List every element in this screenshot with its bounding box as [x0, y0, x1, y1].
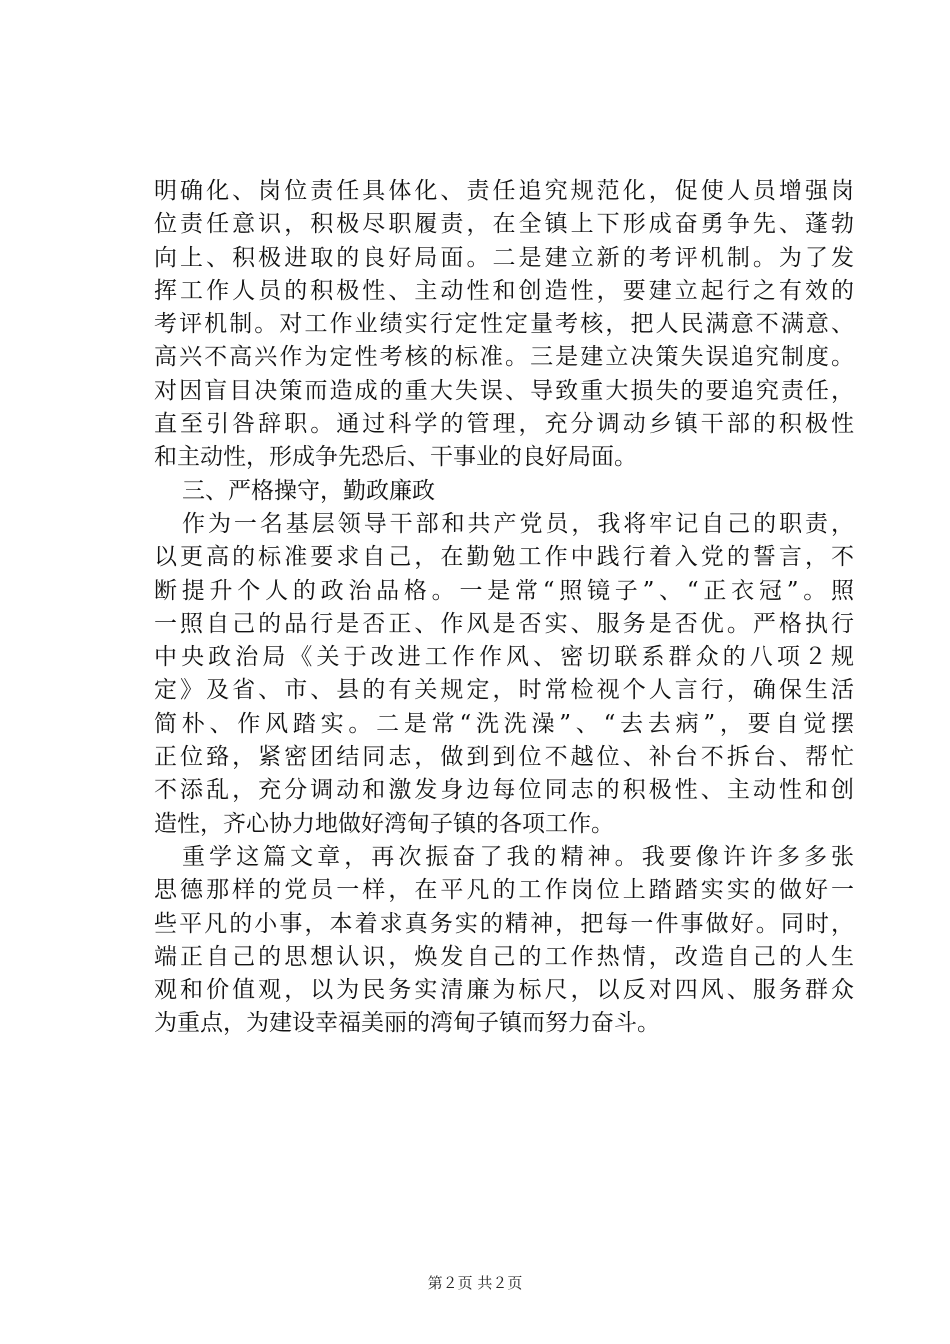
- text-line: 作为一名基层领导干部和共产党员，我将牢记自己的职责，: [182, 510, 854, 537]
- text-line: 挥工作人员的积极性、主动性和创造性，要建立起行之有效的: [154, 277, 854, 304]
- text-line: 不添乱，充分调动和激发身边每位同志的积极性、主动性和创: [154, 777, 854, 804]
- document-body: [154, 175, 854, 1041]
- text-line: 向上、积极进取的良好局面。二是建立新的考评机制。为了发: [154, 244, 854, 271]
- text-line: 些平凡的小事，本着求真务实的精神，把每一件事做好。同时，: [154, 910, 854, 937]
- text-line: 定》及省、市、县的有关规定，时常检视个人言行，确保生活: [154, 677, 854, 704]
- text-line: 观和价值观，以为民务实清廉为标尺，以反对四风、服务群众: [154, 977, 854, 1004]
- section-heading: 三、严格操守，勤政廉政: [182, 477, 435, 504]
- text-line: 对因盲目决策而造成的重大失误、导致重大损失的要追究责任，: [154, 377, 854, 404]
- text-line: 以更高的标准要求自己，在勤勉工作中践行着入党的誓言，不: [154, 544, 854, 571]
- text-line: 中央政治局《关于改进工作作风、密切联系群众的八项２规: [154, 644, 854, 671]
- text-line: 和主动性，形成争先恐后、干事业的良好局面。: [154, 444, 637, 471]
- text-line: 造性，齐心协力地做好湾甸子镇的各项工作。: [154, 810, 614, 837]
- text-line: 思德那样的党员一样，在平凡的工作岗位上踏踏实实的做好一: [154, 877, 854, 904]
- text-line: 重学这篇文章，再次振奋了我的精神。我要像许许多多张: [182, 843, 854, 870]
- text-line: 简朴、作风踏实。二是常“洗洗澡”、“去去病”，要自觉摆: [154, 710, 854, 737]
- text-line: 为重点，为建设幸福美丽的湾甸子镇而努力奋斗。: [154, 1010, 660, 1037]
- text-line: 明确化、岗位责任具体化、责任追究规范化，促使人员增强岗: [154, 178, 854, 204]
- text-line: 一照自己的品行是否正、作风是否实、服务是否优。严格执行: [154, 610, 854, 637]
- page-footer: 第２页 共２页: [427, 1274, 523, 1292]
- text-line: 断提升个人的政治品格。一是常“照镜子”、“正衣冠”。照: [154, 577, 854, 604]
- text-line: 考评机制。对工作业绩实行定性定量考核，把人民满意不满意、: [154, 311, 854, 338]
- text-line: 直至引咎辞职。通过科学的管理，充分调动乡镇干部的积极性: [154, 411, 854, 438]
- text-line: 正位臵，紧密团结同志，做到到位不越位、补台不拆台、帮忙: [154, 744, 854, 771]
- text-line: 高兴不高兴作为定性考核的标准。三是建立决策失误追究制度。: [154, 344, 854, 371]
- text-line: 位责任意识，积极尽职履责，在全镇上下形成奋勇争先、蓬勃: [154, 211, 854, 238]
- text-line: 端正自己的思想认识，焕发自己的工作热情，改造自己的人生: [154, 943, 854, 970]
